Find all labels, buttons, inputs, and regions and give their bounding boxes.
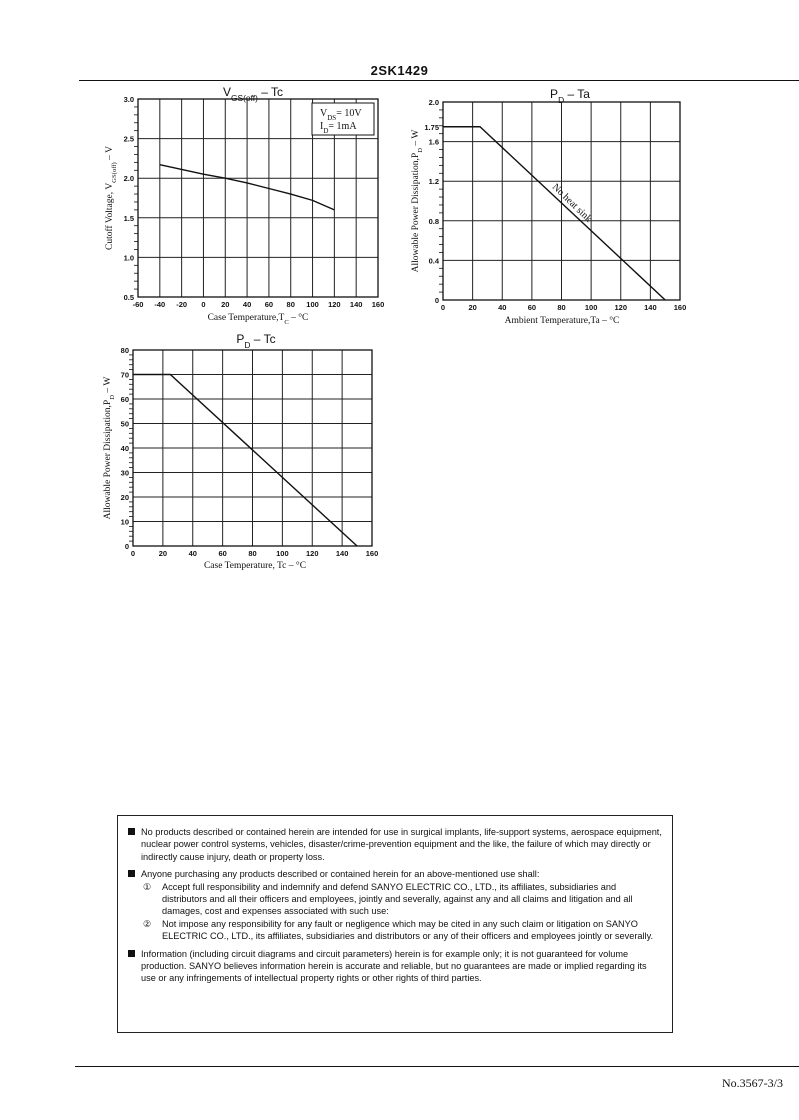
y-tick-label: 80: [120, 346, 129, 355]
y-tick-label: 0: [124, 542, 129, 551]
y-tick-label: 0: [434, 296, 439, 305]
y-tick-label: 1.2: [428, 177, 439, 187]
x-axis-label: Ambient Temperature,Ta – °C: [504, 316, 620, 326]
y-axis-label: Cutoff Voltage, $V_{GS(off)}$ – V: [105, 146, 118, 250]
y-tick-label: 70: [120, 370, 129, 380]
x-tick-label: 100: [306, 300, 319, 309]
chart-title: $P_D$ – Tc: [236, 332, 276, 350]
notice-paragraph: [128, 826, 662, 863]
y-tick-label: 20: [120, 493, 129, 502]
x-tick-label: 120: [305, 549, 319, 558]
y-tick-label: 0.4: [428, 256, 439, 266]
x-tick-label: 80: [557, 303, 566, 312]
x-tick-label: -60: [132, 300, 144, 309]
square-bullet-icon: [128, 828, 135, 835]
circled-number: ①: [143, 881, 152, 892]
circled-number: ②: [143, 918, 152, 929]
x-tick-label: 120: [328, 300, 341, 309]
condition-label: $I_D= 1mA$: [320, 121, 357, 135]
condition-label: $V_{DS}= 10V$: [320, 108, 362, 122]
x-tick-label: 0: [440, 303, 446, 312]
x-tick-label: 140: [335, 549, 349, 558]
x-tick-label: 20: [468, 303, 477, 312]
x-tick-label: 40: [498, 303, 507, 312]
x-tick-label: -40: [154, 300, 166, 309]
y-tick-label: 3.0: [123, 95, 134, 104]
notice-paragraph: [128, 948, 662, 985]
document-number: No.3567-3/3: [722, 1076, 783, 1090]
y-tick-label: 40: [120, 444, 129, 453]
x-tick-label: 80: [286, 300, 295, 309]
chart-title: $P_D$ – Ta: [550, 87, 590, 105]
y-tick-label: 10: [120, 517, 129, 527]
page-title: 2SK1429: [370, 63, 429, 78]
x-axis-label: Case $Temperature,T_C - ^\circ C$: [207, 313, 309, 326]
x-tick-label: 40: [188, 549, 197, 558]
x-tick-label: 60: [264, 300, 274, 309]
x-tick-label: 160: [673, 303, 687, 312]
y-tick-label: 2.0: [428, 98, 439, 107]
x-tick-label: 60: [527, 303, 537, 312]
y-axis-label: Allowable Power $Dissipation,P_D$ – W: [103, 376, 116, 520]
y-axis-label: Allowable Power $Dissipation,P_D$ – W: [411, 129, 424, 273]
y-tick-label: 2.5: [123, 134, 134, 144]
y-tick-label: 1.6: [428, 137, 439, 147]
x-tick-label: 160: [371, 300, 385, 309]
x-tick-label: 140: [644, 303, 657, 312]
x-tick-label: 140: [349, 300, 363, 309]
x-tick-label: 120: [614, 303, 628, 312]
y-tick-label: 2.0: [123, 174, 134, 184]
legal-notice-box: [117, 815, 673, 1033]
y-tick-label: 1.0: [123, 253, 134, 263]
x-tick-label: 20: [158, 549, 168, 558]
y-tick-label: 1.5: [123, 213, 134, 223]
x-tick-label: 0: [130, 549, 136, 558]
y-tick-label: 60: [120, 395, 129, 404]
annotation-label: No heat sink: [549, 181, 594, 225]
notice-text: Anyone purchasing any products described or contained herein for an above-mentioned use shall:: [141, 869, 540, 880]
y-tick-label: 0.8: [428, 216, 439, 226]
notice-text: No products described or contained herein are intended for use in surgical implants, life-support systems, aerospace equipment, nuclear power control systems, vehicles, disaster/crime-prevention equipment and the like, the failure of which may directly or indirectly cause injury, death or property loss.: [141, 827, 662, 862]
notice-subitem: [128, 918, 662, 943]
x-tick-label: -20: [176, 300, 188, 309]
x-tick-label: 20: [221, 300, 230, 309]
x-tick-label: 0: [201, 300, 206, 309]
chart-title: $V_{GS(off)}$ – Tc: [223, 85, 283, 103]
square-bullet-icon: [128, 870, 135, 877]
notice-text: Accept full responsibility and indemnify and defend SANYO ELECTRIC CO., LTD., its affiliates, subsidiaries and distributors and all their officers and employees, jointly and severally, against any and all claims and litigation and all damages, cost and expenses associated with such use:: [162, 881, 633, 917]
y-tick-label: 50: [120, 419, 129, 429]
notice-text: Not impose any responsibility for any fault or negligence which may be cited in any such claim or litigation on SANYO ELECTRIC CO., LTD., its affiliates, subsidiaries and distributors or any of their officers and employees jointly or severally.: [162, 918, 654, 942]
y-tick-label: 0.5: [123, 293, 134, 302]
series-line: [133, 375, 357, 547]
footer-rule: [75, 1066, 799, 1067]
x-tick-label: 40: [242, 300, 252, 309]
x-tick-label: 160: [365, 549, 379, 558]
square-bullet-icon: [128, 950, 135, 957]
y-tick-label: 1.75: [424, 122, 439, 132]
x-tick-label: 100: [584, 303, 598, 312]
x-tick-label: 80: [248, 549, 257, 558]
notice-text: Information (including circuit diagrams and circuit parameters) herein is for example only; it is not guaranteed for volume production. SANYO believes information herein is accurate and reliable, but no guarantees are made or implied regarding its use or any infringements of intellectual property rights or other rights of third parties.: [141, 948, 647, 984]
x-tick-label: 60: [218, 549, 227, 558]
notice-subitem: [128, 881, 662, 918]
y-tick-label: 30: [120, 468, 129, 478]
notice-paragraph: [128, 868, 662, 880]
x-axis-label: Case Temperature, Tc – °C: [203, 561, 307, 571]
x-tick-label: 100: [276, 549, 289, 558]
